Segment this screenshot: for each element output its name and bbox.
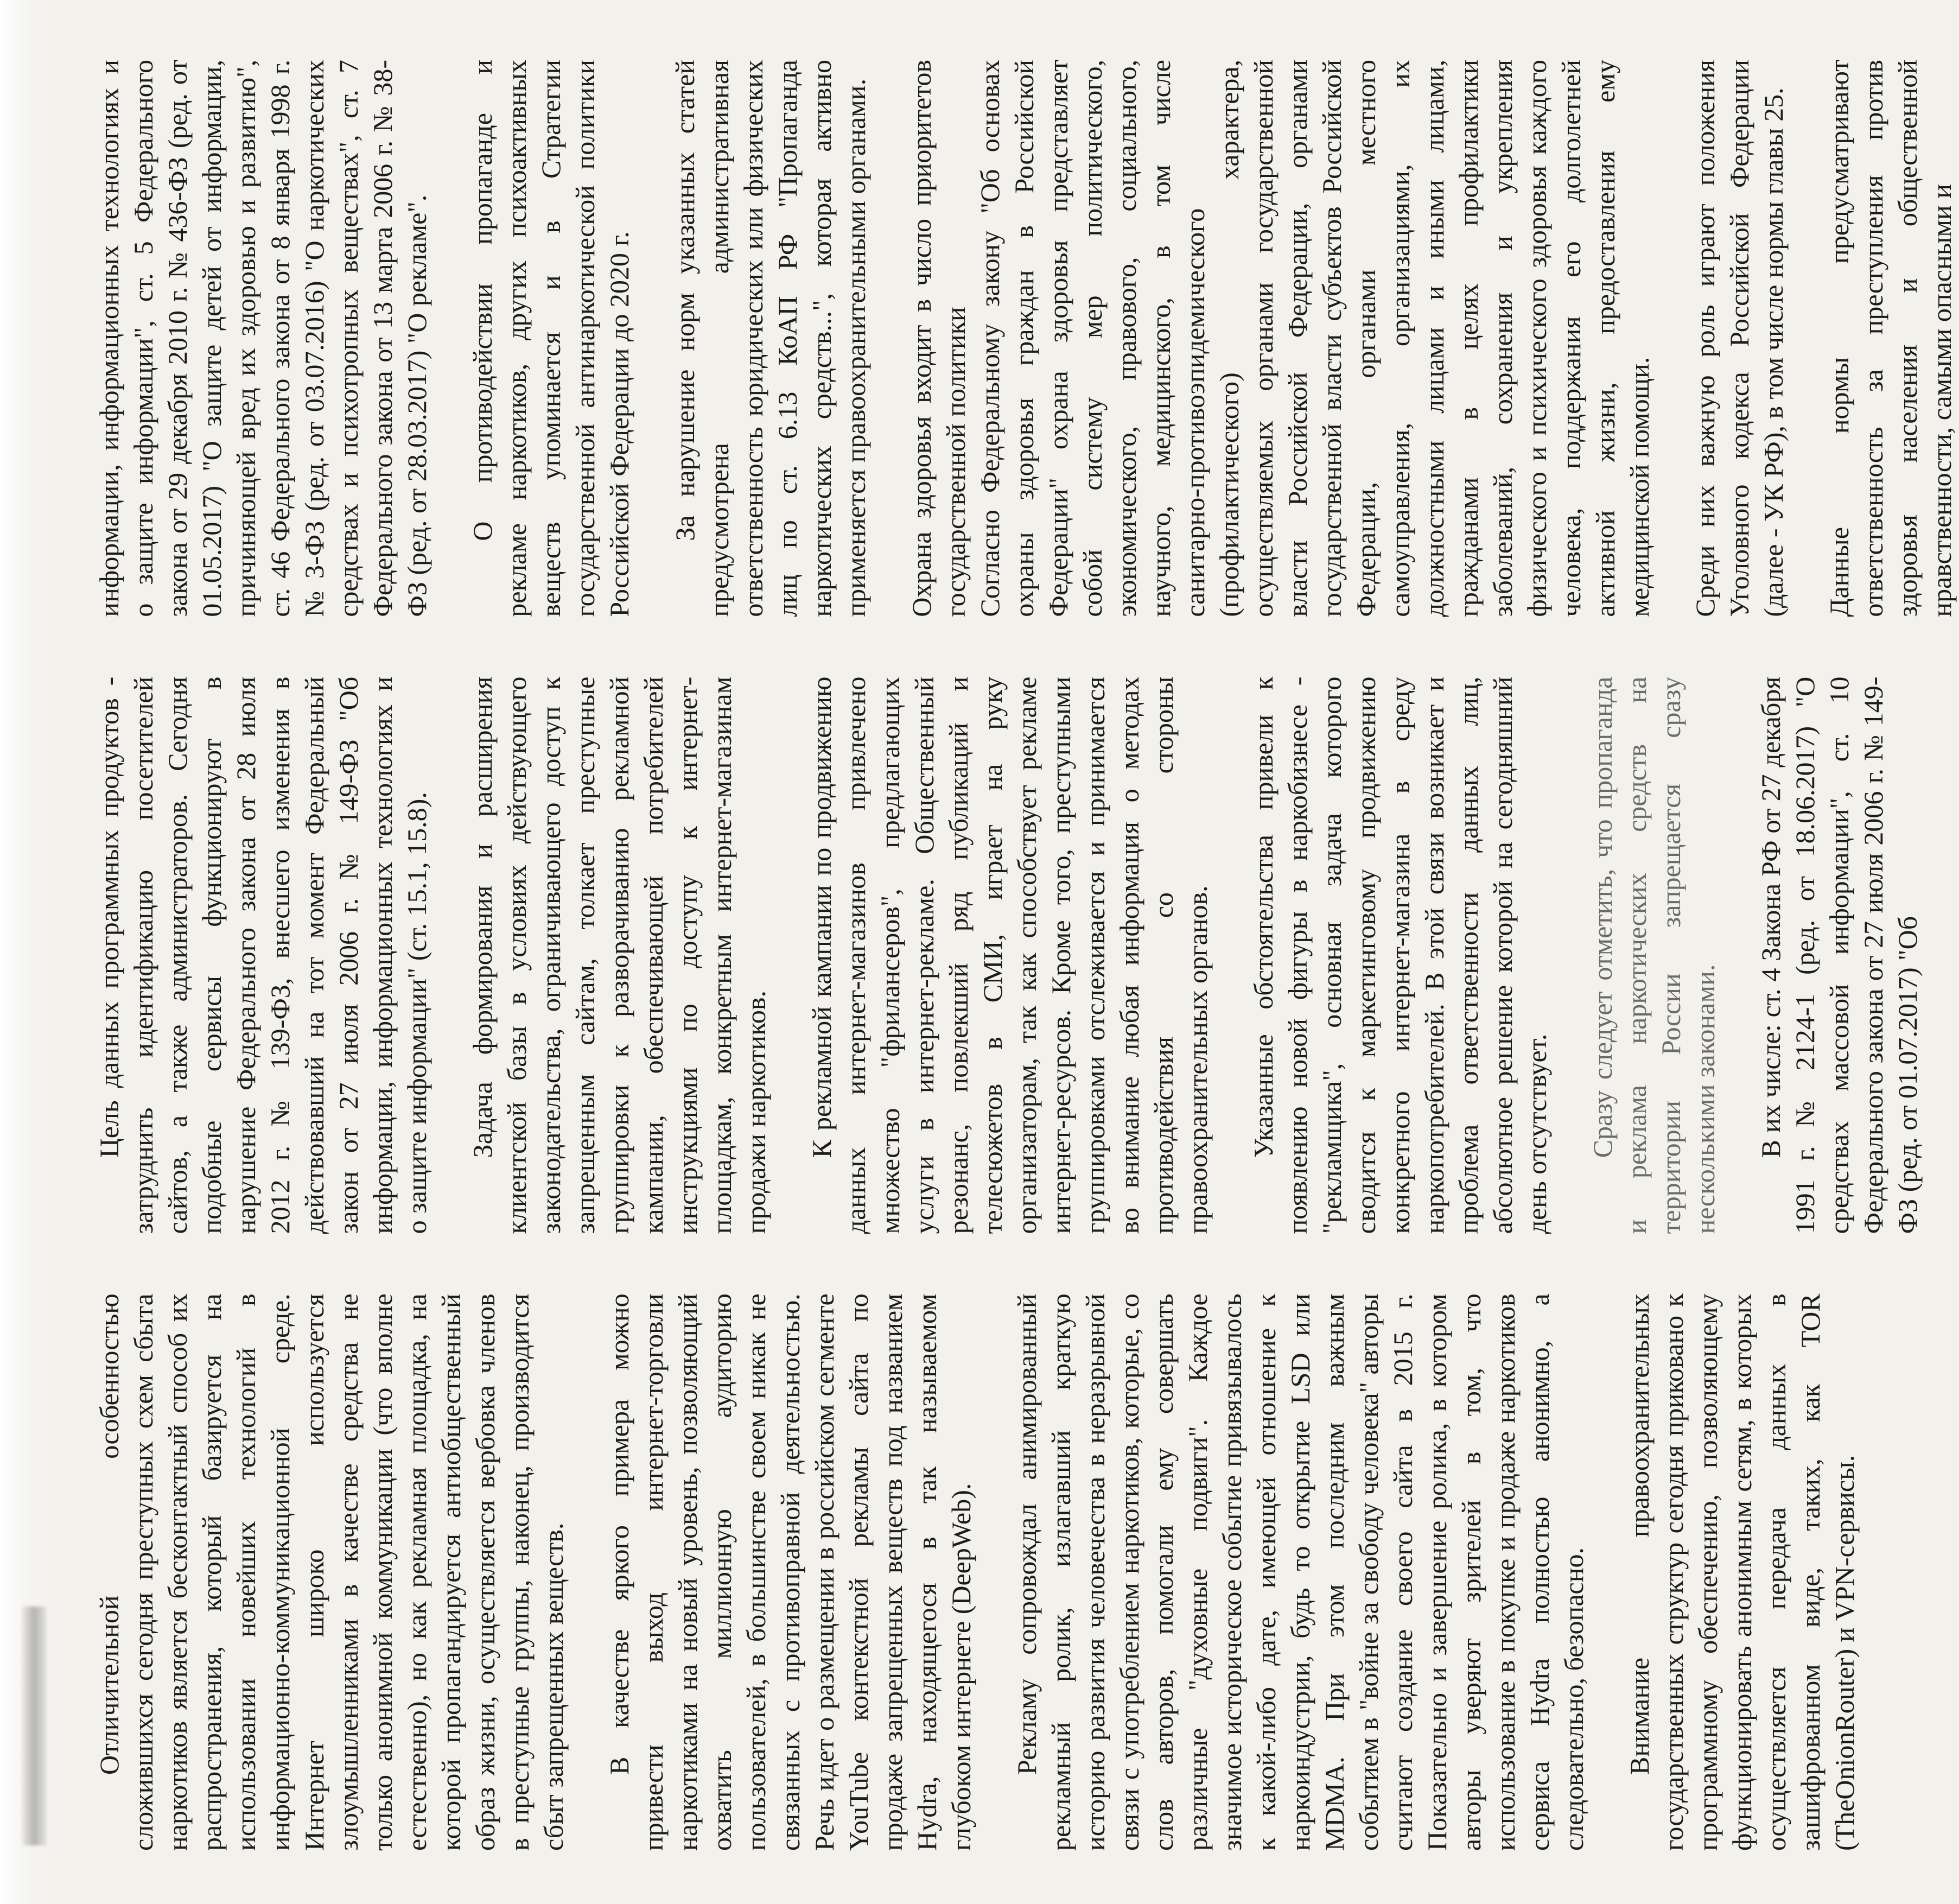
paragraph: Согласно Федеральному закону "Об основах охраны здоровья граждан в Российской Федерации" охрана здоровья представляет собой систему мер политического, экономического, правового, социального, научного, медицинского, в том числе санитарно-противоэпидемического (профилактического) характера, осуществляемых органами государственной власти Российской Федерации, органами государственной власти субъектов Российской Федерации, органами местного самоуправления, организациями, их должностными лицами и иными лицами, гражданами в целях профилактики заболеваний, сохранения и укрепления физического и психического здоровья каждого человека, поддержания его долголетней активной жизни, предоставления ему медицинской помощи. bbox=[975, 59, 1655, 617]
paragraph: В качестве яркого примера можно привести выход интернет-торговли наркотиками на новый уровень, позволяющий охватить миллионную аудиторию пользователей, в большинстве своем никак не связанных с противоправной деятельностью. Речь идет о размещении в российском сегменте YouTube контекстной рекламы сайта по продаже запрещенных веществ под названием Hydra, находящегося в так называемом глубоком интернете (DeepWeb). bbox=[604, 1293, 976, 1851]
scan-shadow bbox=[22, 1607, 47, 1845]
paragraph: Внимание правоохранительных государственных структур сегодня приковано к программному обеспечению, позволяющему функционировать анонимным сетям, в которых осуществляется передача данных в зашифрованном виде, таких, как TOR (TheOnionRouter) и VPN-сервисы. bbox=[1624, 1293, 1860, 1851]
column-2 bbox=[92, 676, 1923, 1234]
paragraph: Среди них важную роль играют положения Уголовного кодекса Российской Федерации (далее - УК РФ), в том числе нормы главы 25. bbox=[1690, 59, 1789, 617]
paragraph: В их числе: ст. 4 Закона РФ от 27 декабря 1991 г. № 2124-1 (ред. от 18.06.2017) "О средствах массовой информации", ст. 10 Федерального закона от 27 июля 2006 г. № 149-ФЗ (ред. от 01.07.2017) "Об bbox=[1756, 676, 1923, 1234]
column-1 bbox=[92, 1293, 1860, 1851]
paragraph: Сразу следует отметить, что пропаганда и реклама наркотических средств на территории России запрещается сразу несколькими законами. bbox=[1587, 676, 1720, 1234]
paragraph: Рекламу сопровождал анимированный рекламный ролик, излагавший краткую историю развития человечества в неразрывной связи с употреблением наркотиков, которые, со слов авторов, помогали ему совершать различные "духовные подвиги". Каждое значимое историческое событие привязывалось к какой-либо дате, имеющей отношение к наркоиндустрии, будь то открытие LSD или MDMA. При этом последним важным событием в "войне за свободу человека" авторы считают создание своего сайта в 2015 г. Показательно и завершение ролика, в котором авторы уверяют зрителей в том, что использование в покупке и продаже наркотиков сервиса Hydra полностью анонимно, а следовательно, безопасно. bbox=[1012, 1293, 1589, 1851]
paragraph: Задача формирования и расширения клиентской базы в условиях действующего законодательства, ограничивающего доступ к запрещенным сайтам, толкает преступные группировки к разворачиванию рекламной кампании, обеспечивающей потребителей инструкциями по доступу к интернет-площадкам, конкретным интернет-магазинам продажи наркотиков. bbox=[467, 676, 771, 1234]
paragraph: информации, информационных технологиях и о защите информации", ст. 5 Федерального закона от 29 декабря 2010 г. № 436-ФЗ (ред. от 01.05.2017) "О защите детей от информации, причиняющей вред их здоровью и развитию", ст. 46 Федерального закона от 8 января 1998 г. № 3-ФЗ (ред. от 03.07.2016) "О наркотических средствах и психотропных веществах", ст. 7 Федерального закона от 13 марта 2006 г. № 38-ФЗ (ред. от 28.03.2017) "О рекламе". bbox=[94, 59, 432, 617]
section-heading: Охрана здоровья входит в число приоритетов государственной политики bbox=[906, 59, 971, 617]
paragraph: Указанные обстоятельства привели к появлению новой фигуры в наркобизнесе - "рекламщика", основная задача которого сводится к маркетинговому продвижению конкретного интернет-магазина в среду наркопотребителей. В этой связи возникает и проблема ответственности данных лиц, абсолютное решение которой на сегодняшний день отсутствует. bbox=[1248, 676, 1552, 1234]
paragraph: К рекламной кампании по продвижению данных интернет-магазинов привлечено множество "фрилансеров", предлагающих услуги в интернет-рекламе. Общественный резонанс, повлекший ряд публикаций и телесюжетов в СМИ, играет на руку организаторам, так как способствует рекламе интернет-ресурсов. Кроме того, преступными группировками отслеживается и принимается во внимание любая информация о методах противодействия со стороны правоохранительных органов. bbox=[806, 676, 1213, 1234]
column-3 bbox=[92, 59, 1957, 617]
document-page bbox=[71, 27, 1957, 1883]
paragraph: Данные нормы предусматривают ответственность за преступления против здоровья населения и общественной нравственности, самыми опасными и bbox=[1824, 59, 1957, 617]
paragraph: За нарушение норм указанных статей предусмотрена административная ответственность юридических или физических лиц по ст. 6.13 КоАП РФ "Пропаганда наркотических средств...", которая активно применяется правоохранительными органами. bbox=[670, 59, 871, 617]
paragraph: Отличительной особенностью сложившихся сегодня преступных схем сбыта наркотиков является бесконтактный способ их распространения, который базируется на использовании новейших технологий в информационно-коммуникационной среде. Интернет широко используется злоумышленниками в качестве средства не только анонимной коммуникации (что вполне естественно), но как рекламная площадка, на которой пропагандируется антиобщественный образ жизни, осуществляется вербовка членов в преступные группы, наконец, производится сбыт запрещенных веществ. bbox=[94, 1293, 569, 1851]
paragraph: Цель данных программных продуктов - затруднить идентификацию посетителей сайтов, а также администраторов. Сегодня подобные сервисы функционируют в нарушение Федерального закона от 28 июля 2012 г. № 139-ФЗ, внесшего изменения в действовавший на тот момент Федеральный закон от 27 июля 2006 г. № 149-ФЗ "Об информации, информационных технологиях и о защите информации" (ст. 15.1, 15.8). bbox=[94, 676, 432, 1234]
paragraph: О противодействии пропаганде и рекламе наркотиков, других психоактивных веществ упоминается и в Стратегии государственной антинаркотической политики Российской Федерации до 2020 г. bbox=[467, 59, 634, 617]
